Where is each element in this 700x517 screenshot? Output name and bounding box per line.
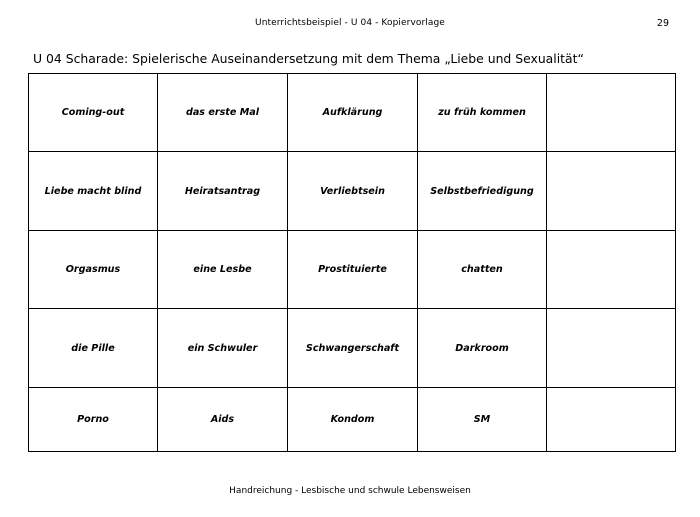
grid-cell: die Pille xyxy=(29,309,158,388)
grid-row xyxy=(29,309,676,388)
grid-cell: Liebe macht blind xyxy=(29,152,158,231)
grid-cell: Orgasmus xyxy=(29,231,158,309)
grid-cell: Coming-out xyxy=(29,74,158,152)
grid-cell: Prostituierte xyxy=(288,231,418,309)
grid-cell: Darkroom xyxy=(418,309,547,388)
charade-word-grid xyxy=(28,73,676,452)
grid-cell: Porno xyxy=(29,388,158,452)
running-footer: Handreichung - Lesbische und schwule Lebensweisen xyxy=(229,486,471,496)
grid-cell: Kondom xyxy=(288,388,418,452)
grid-cell: das erste Mal xyxy=(158,74,288,152)
page-number: 29 xyxy=(656,18,669,29)
grid-cell: Schwangerschaft xyxy=(288,309,418,388)
grid-cell-empty xyxy=(547,309,676,388)
grid-cell-empty xyxy=(547,231,676,309)
grid-cell: Heiratsantrag xyxy=(158,152,288,231)
grid-cell-empty xyxy=(547,74,676,152)
grid-cell: Verliebtsein xyxy=(288,152,418,231)
running-header: Unterrichtsbeispiel - U 04 - Kopiervorlage xyxy=(255,18,445,28)
grid-cell-empty xyxy=(547,152,676,231)
grid-cell: ein Schwuler xyxy=(158,309,288,388)
grid-row xyxy=(29,388,676,452)
grid-cell: eine Lesbe xyxy=(158,231,288,309)
grid-row xyxy=(29,231,676,309)
grid-cell-empty xyxy=(547,388,676,452)
grid-cell: Selbstbefriedigung xyxy=(418,152,547,231)
document-title: U 04 Scharade: Spielerische Auseinandersetzung mit dem Thema „Liebe und Sexualität“ xyxy=(33,51,584,66)
grid-cell: Aids xyxy=(158,388,288,452)
grid-row xyxy=(29,152,676,231)
grid-cell: SM xyxy=(418,388,547,452)
grid-cell: zu früh kommen xyxy=(418,74,547,152)
grid-row xyxy=(29,74,676,152)
grid-cell: chatten xyxy=(418,231,547,309)
grid-cell: Aufklärung xyxy=(288,74,418,152)
